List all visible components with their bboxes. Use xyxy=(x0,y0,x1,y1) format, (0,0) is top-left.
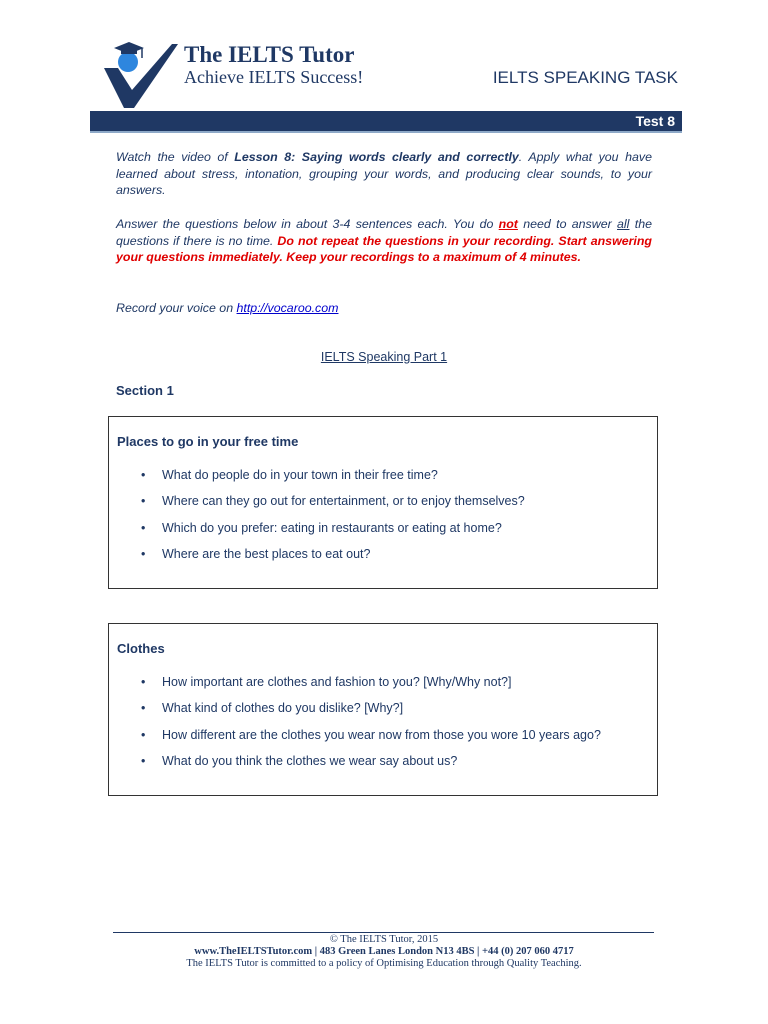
intro-text: Watch the video of xyxy=(116,150,235,164)
emphasis-all: all xyxy=(617,217,630,231)
list-item xyxy=(141,675,601,701)
question-text: What do you think the clothes we wear say about us? xyxy=(162,753,458,768)
box-title: Clothes xyxy=(117,641,165,656)
question-list xyxy=(141,675,601,780)
bullet-icon: • xyxy=(141,701,146,716)
question-text: Which do you prefer: eating in restaurants or eating at home? xyxy=(162,520,502,535)
intro-text: need to answer xyxy=(517,217,618,231)
question-text: How different are the clothes you wear now from those you wore 10 years ago? xyxy=(162,727,601,742)
list-item xyxy=(141,754,601,780)
logo-checkmark-icon xyxy=(102,38,178,110)
list-item xyxy=(141,728,601,754)
question-box-clothes xyxy=(108,623,658,796)
lesson-title: Lesson 8: Saying words clearly and correctly xyxy=(234,150,519,164)
list-item xyxy=(141,494,525,520)
footer-copyright: © The IELTS Tutor, 2015 xyxy=(329,934,439,945)
box-title: Places to go in your free time xyxy=(117,434,299,449)
footer-policy: The IELTS Tutor is committed to a policy of Optimising Education through Quality Teaching. xyxy=(186,958,582,969)
intro-paragraph-record xyxy=(116,300,652,317)
task-title: IELTS SPEAKING TASK xyxy=(492,68,678,87)
footer-contact: www.TheIELTSTutor.com | 483 Green Lanes London N13 4BS | +44 (0) 207 060 4717 xyxy=(194,946,574,957)
test-label: Test 8 xyxy=(635,113,675,129)
question-list xyxy=(141,468,525,573)
question-text: Where are the best places to eat out? xyxy=(162,546,371,561)
section-label: Section 1 xyxy=(116,383,174,398)
intro-text: the questions if there is no time. xyxy=(116,217,652,248)
list-item xyxy=(141,468,525,494)
question-text: Where can they go out for entertainment, or to enjoy themselves? xyxy=(162,494,525,509)
bullet-icon: • xyxy=(141,468,146,482)
bullet-icon: • xyxy=(141,753,146,768)
list-item xyxy=(141,547,525,573)
intro-text: . Apply what you have learned about stress, intonation, grouping your words, and producing clear sounds, to your answers. xyxy=(116,150,652,197)
part-title: IELTS Speaking Part 1 xyxy=(320,350,448,364)
question-text: What do people do in your town in their free time? xyxy=(162,468,438,482)
footer-divider xyxy=(113,932,654,933)
bullet-icon: • xyxy=(141,520,146,535)
intro-text: Answer the questions below in about 3-4 sentences each. You do xyxy=(116,217,499,231)
bullet-icon: • xyxy=(141,727,146,742)
emphasis-not: not xyxy=(498,217,518,231)
intro-paragraph-video xyxy=(116,149,652,199)
intro-paragraph-instructions xyxy=(116,216,652,266)
list-item xyxy=(141,521,525,547)
test-banner xyxy=(90,111,682,133)
intro-text: Record your voice on xyxy=(116,301,237,315)
list-item xyxy=(141,701,601,727)
brand-name: The IELTS Tutor xyxy=(184,42,355,67)
bullet-icon: • xyxy=(141,494,146,509)
vocaroo-link[interactable]: http://vocaroo.com xyxy=(236,301,339,315)
question-text: How important are clothes and fashion to you? [Why/Why not?] xyxy=(162,675,512,689)
bullet-icon: • xyxy=(141,546,146,561)
bullet-icon: • xyxy=(141,675,146,689)
warning-text: Do not repeat the questions in your recording. Start answering your questions immediately. Keep your recordings to a maximum of 4 minutes. xyxy=(116,233,652,264)
brand-tagline: Achieve IELTS Success! xyxy=(184,67,364,87)
question-box-free-time xyxy=(108,416,658,589)
question-text: What kind of clothes do you dislike? [Why?] xyxy=(162,701,404,716)
